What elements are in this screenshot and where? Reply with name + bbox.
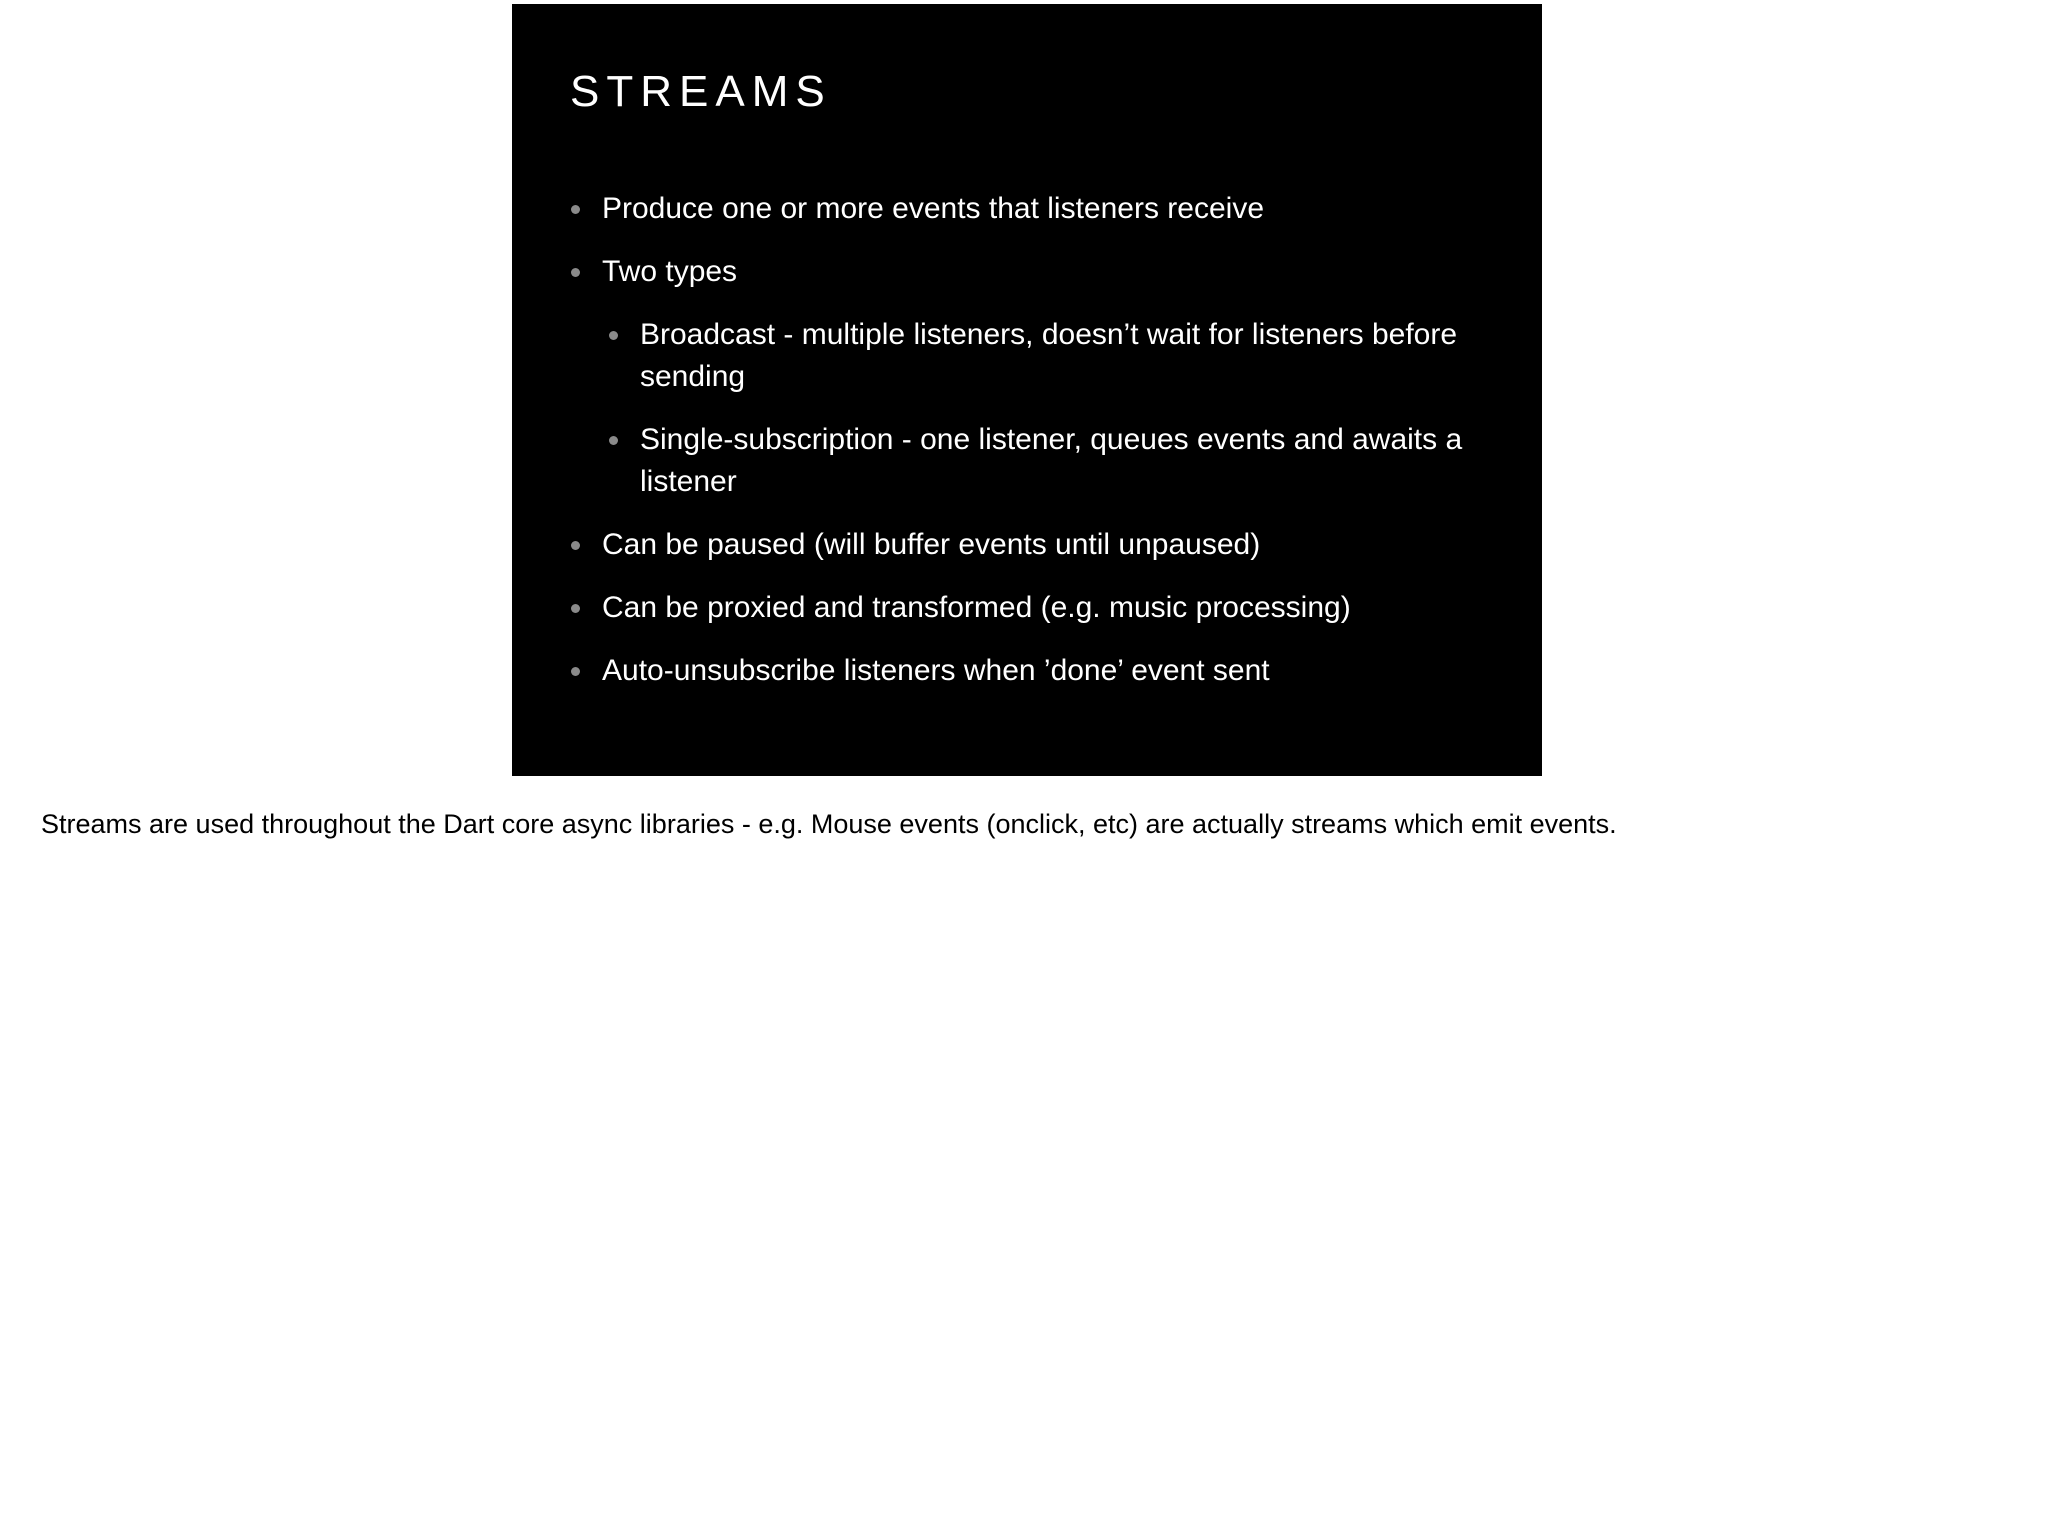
slide — [512, 4, 1542, 776]
bullet-text: Produce one or more events that listeners receive — [602, 192, 1265, 225]
bullet-dot-icon — [609, 436, 618, 445]
bullet-text: Can be proxied and transformed (e.g. music processing) — [602, 591, 1351, 624]
speaker-notes: Streams are used throughout the Dart core async libraries - e.g. Mouse events (onclick, etc) are actually streams which emit events. — [41, 809, 1617, 839]
bullet-text: Broadcast - multiple listeners, doesn’t wait for listeners before sending — [640, 318, 1458, 393]
bullet-item — [570, 650, 1490, 692]
bullet-text: Two types — [602, 255, 738, 288]
bullet-text: Single-subscription - one listener, queues events and awaits a listener — [640, 423, 1463, 498]
bullet-text: Can be paused (will buffer events until unpaused) — [602, 528, 1261, 561]
bullet-item — [570, 587, 1490, 629]
sub-bullet-item — [608, 314, 1490, 398]
bullet-item — [570, 524, 1490, 566]
bullet-text: Auto-unsubscribe listeners when ’done’ event sent — [602, 654, 1270, 687]
sub-bullet-item — [608, 419, 1490, 503]
bullet-dot-icon — [571, 268, 580, 277]
bullet-dot-icon — [571, 604, 580, 613]
bullet-dot-icon — [609, 331, 618, 340]
bullet-item — [570, 188, 1490, 230]
bullet-item — [570, 251, 1490, 293]
bullet-dot-icon — [571, 205, 580, 214]
slide-title: STREAMS — [570, 67, 832, 116]
bullet-dot-icon — [571, 541, 580, 550]
bullet-dot-icon — [571, 667, 580, 676]
bullet-list — [570, 188, 1490, 713]
